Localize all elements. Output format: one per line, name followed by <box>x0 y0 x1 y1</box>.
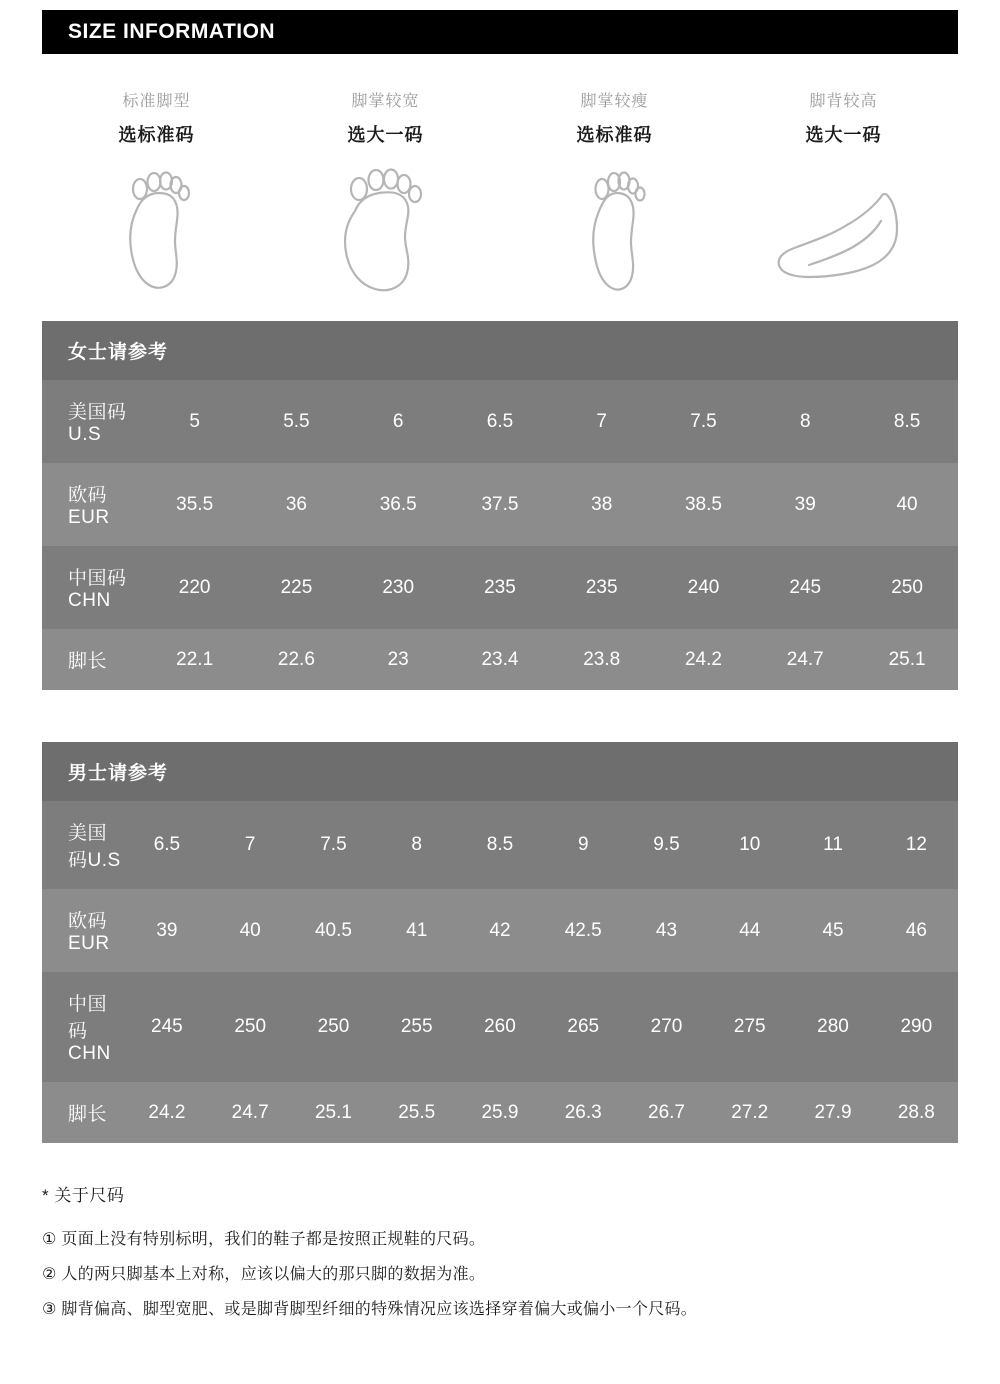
table-cell: 220 <box>144 546 246 629</box>
table-cell: 45 <box>791 889 874 972</box>
table-cell: 240 <box>653 546 755 629</box>
table-cell: 22.1 <box>144 629 246 690</box>
table-row <box>42 463 958 546</box>
table-cell: 23.4 <box>449 629 551 690</box>
table-cell: 10 <box>708 801 791 889</box>
table-cell: 23 <box>347 629 449 690</box>
foot-type-wide <box>271 88 500 297</box>
table-cell: 250 <box>209 972 292 1082</box>
table-cell: 255 <box>375 972 458 1082</box>
table-cell: 38.5 <box>653 463 755 546</box>
size-information-page <box>0 10 1000 1384</box>
table-cell: 24.7 <box>209 1082 292 1143</box>
table-cell: 270 <box>625 972 708 1082</box>
table-cell: 41 <box>375 889 458 972</box>
table-cell: 275 <box>708 972 791 1082</box>
table-cell: 7.5 <box>653 380 755 463</box>
table-cell: 22.6 <box>246 629 348 690</box>
table-cell: 37.5 <box>449 463 551 546</box>
table-cell: 245 <box>125 972 208 1082</box>
table-cell: 40 <box>856 463 958 546</box>
table-caption-row <box>42 742 958 801</box>
table-cell: 265 <box>542 972 625 1082</box>
table-cell: 6.5 <box>125 801 208 889</box>
table-cell: 36 <box>246 463 348 546</box>
table-cell: 25.1 <box>292 1082 375 1143</box>
foot-type-recommendation: 选标准码 <box>118 125 195 145</box>
table-caption-row <box>42 321 958 380</box>
bottom-spacer <box>0 1328 1000 1384</box>
row-label: 美国码U.S <box>42 801 125 889</box>
notes-title: * 关于尺码 <box>42 1186 125 1205</box>
foot-type-sublabel: 脚背较高 <box>809 93 878 110</box>
table-cell: 44 <box>708 889 791 972</box>
table-cell: 250 <box>292 972 375 1082</box>
foot-type-sublabel: 标准脚型 <box>122 93 191 110</box>
table-row <box>42 629 958 690</box>
table-cell: 280 <box>791 972 874 1082</box>
table-cell: 39 <box>125 889 208 972</box>
table-row <box>42 380 958 463</box>
table-cell: 290 <box>875 972 958 1082</box>
table-row <box>42 889 958 972</box>
table-cell: 40 <box>209 889 292 972</box>
table-cell: 260 <box>458 972 541 1082</box>
note-line: ① 页面上没有特别标明，我们的鞋子都是按照正规鞋的尺码。 <box>42 1231 486 1248</box>
table-row <box>42 801 958 889</box>
table-cell: 39 <box>754 463 856 546</box>
row-label: 欧码 EUR <box>42 889 125 972</box>
womens-table-caption: 女士请参考 <box>42 321 958 380</box>
table-cell: 7 <box>551 380 653 463</box>
foot-type-recommendation: 选大一码 <box>805 125 882 145</box>
table-cell: 245 <box>754 546 856 629</box>
mens-size-table-body <box>42 742 958 1143</box>
table-cell: 24.2 <box>653 629 755 690</box>
row-label: 欧码 EUR <box>42 463 144 546</box>
foot-type-recommendation: 选大一码 <box>347 125 424 145</box>
table-cell: 6.5 <box>449 380 551 463</box>
row-label: 脚长 <box>42 1082 125 1143</box>
table-cell: 42.5 <box>542 889 625 972</box>
table-cell: 28.8 <box>875 1082 958 1143</box>
table-cell: 35.5 <box>144 463 246 546</box>
womens-size-table <box>42 321 958 690</box>
mens-size-table <box>42 742 958 1143</box>
table-cell: 25.5 <box>375 1082 458 1143</box>
table-cell: 8 <box>375 801 458 889</box>
table-cell: 38 <box>551 463 653 546</box>
table-cell: 7.5 <box>292 801 375 889</box>
note-line: ③ 脚背偏高、脚型宽肥、或是脚背脚型纤细的特殊情况应该选择穿着偏大或偏小一个尺码。 <box>42 1301 698 1319</box>
row-label: 中国码 CHN <box>42 546 144 629</box>
table-cell: 9 <box>542 801 625 889</box>
footprint-narrow-icon <box>500 161 729 297</box>
page-header <box>42 10 958 54</box>
table-spacer <box>0 690 1000 718</box>
table-cell: 7 <box>209 801 292 889</box>
table-cell: 8 <box>754 380 856 463</box>
table-cell: 26.3 <box>542 1082 625 1143</box>
row-label: 中国码 CHN <box>42 972 125 1082</box>
table-cell: 43 <box>625 889 708 972</box>
foot-type-recommendation: 选标准码 <box>576 125 653 145</box>
foot-type-sublabel: 脚掌较宽 <box>351 93 420 110</box>
table-cell: 40.5 <box>292 889 375 972</box>
foot-type-narrow <box>500 88 729 297</box>
table-row <box>42 546 958 629</box>
row-label: 脚长 <box>42 629 144 690</box>
table-cell: 5 <box>144 380 246 463</box>
footprint-wide-icon <box>271 161 500 297</box>
table-cell: 250 <box>856 546 958 629</box>
page-title: SIZE INFORMATION <box>68 20 276 43</box>
foot-type-high-instep <box>729 88 958 297</box>
table-row <box>42 1082 958 1143</box>
size-notes <box>42 1181 958 1328</box>
row-label: 美国码U.S <box>42 380 144 463</box>
foot-side-high-instep-icon <box>729 161 958 297</box>
table-cell: 23.8 <box>551 629 653 690</box>
table-cell: 11 <box>791 801 874 889</box>
table-cell: 25.9 <box>458 1082 541 1143</box>
table-cell: 24.2 <box>125 1082 208 1143</box>
table-cell: 25.1 <box>856 629 958 690</box>
womens-size-table-body <box>42 321 958 690</box>
table-cell: 12 <box>875 801 958 889</box>
table-cell: 230 <box>347 546 449 629</box>
table-cell: 9.5 <box>625 801 708 889</box>
table-cell: 8.5 <box>458 801 541 889</box>
table-cell: 235 <box>551 546 653 629</box>
table-cell: 27.2 <box>708 1082 791 1143</box>
note-line: ② 人的两只脚基本上对称，应该以偏大的那只脚的数据为准。 <box>42 1266 486 1284</box>
table-cell: 42 <box>458 889 541 972</box>
mens-table-caption: 男士请参考 <box>42 742 958 801</box>
table-row <box>42 972 958 1082</box>
table-cell: 225 <box>246 546 348 629</box>
table-cell: 5.5 <box>246 380 348 463</box>
table-cell: 27.9 <box>791 1082 874 1143</box>
foot-type-sublabel: 脚掌较瘦 <box>580 93 649 110</box>
foot-type-standard <box>42 88 271 297</box>
table-cell: 235 <box>449 546 551 629</box>
table-cell: 46 <box>875 889 958 972</box>
table-cell: 36.5 <box>347 463 449 546</box>
table-cell: 26.7 <box>625 1082 708 1143</box>
footprint-standard-icon <box>42 161 271 297</box>
table-cell: 6 <box>347 380 449 463</box>
foot-type-guide <box>42 88 958 297</box>
table-cell: 8.5 <box>856 380 958 463</box>
table-cell: 24.7 <box>754 629 856 690</box>
